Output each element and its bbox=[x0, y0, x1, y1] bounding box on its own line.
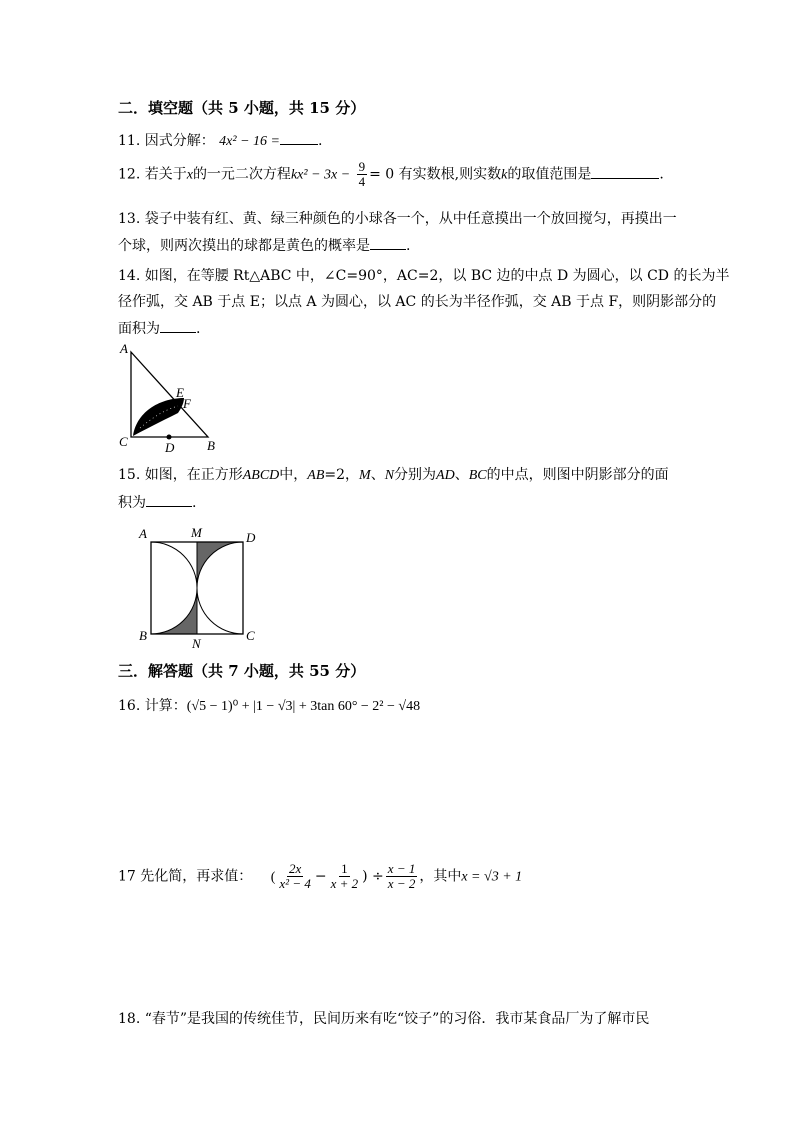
question-number: 11. bbox=[118, 133, 141, 149]
question-11 bbox=[118, 131, 322, 151]
question-15: 15. 如图，在正方形ABCD中，AB=2，M、N分别为AD、BC的中点，则图中阴影部分的面 积为 . bbox=[118, 467, 669, 511]
question-number: 16. bbox=[118, 698, 141, 714]
section-title-solve: 三．解答题（共 7 小题，共 55 分） bbox=[118, 662, 366, 680]
question-text: 的一元二次方程 bbox=[192, 166, 291, 183]
label-n: N bbox=[192, 636, 201, 650]
label-c: C bbox=[246, 628, 255, 643]
figure-square bbox=[136, 524, 266, 650]
variable-k: k bbox=[501, 167, 508, 183]
question-text: 先化简，再求值： bbox=[140, 868, 253, 885]
question-13: 13. 袋子中装有红、黄、绿三种颜色的小球各一个，从中任意摸出一个放回搅匀，再摸出一 个球，则两次摸出的球都是黄色的概率是 . bbox=[118, 211, 677, 254]
math-expression: x = √3 + 1 bbox=[461, 869, 523, 885]
question-18: 18. “春节”是我国的传统佳节，民间历来有吃“饺子”的习俗．我市某食品厂为了解市民 bbox=[118, 1011, 650, 1027]
figure-triangle bbox=[112, 340, 227, 455]
question-16 bbox=[118, 697, 420, 716]
question-text: 13. 袋子中装有红、黄、绿三种颜色的小球各一个，从中任意摸出一个放回搅匀，再摸出一 bbox=[118, 211, 677, 227]
question-17: 17 先化简，再求值： ( $\frac{2x}{\text{x² − 4}}$ − $\frac{1}{x + 2}$ ) ÷ $\frac{x - 1}{x - 2}$ ，其中x = √3 + 1 bbox=[118, 861, 523, 891]
shaded-region bbox=[133, 398, 184, 436]
answer-blank bbox=[591, 165, 659, 179]
question-text: 径作弧，交 AB 于点 E；以点 A 为圆心，以 AC 的长为半径作弧，交 AB 于点 F，则阴影部分的 bbox=[118, 294, 717, 310]
answer-blank bbox=[280, 131, 318, 145]
point-d bbox=[167, 435, 172, 440]
answer-blank bbox=[146, 493, 192, 507]
variable-x: x bbox=[186, 167, 193, 183]
question-text: 面积为 bbox=[118, 321, 160, 337]
question-text: 若关于 bbox=[144, 166, 187, 183]
fraction: $\frac{x - 1}{x - 2}$ bbox=[387, 861, 416, 891]
label-c: C bbox=[119, 434, 128, 449]
fraction: $\frac{9}{4}$ bbox=[358, 159, 366, 189]
answer-blank bbox=[160, 319, 196, 333]
label-d: D bbox=[246, 530, 256, 545]
answer-blank bbox=[370, 236, 406, 250]
math-expression: kx² − 3x − bbox=[290, 167, 351, 183]
question-number: 17 bbox=[118, 868, 136, 885]
question-text: ，其中 bbox=[419, 868, 462, 885]
label-b: B bbox=[139, 628, 147, 643]
label-a: A bbox=[139, 526, 147, 541]
label-a: A bbox=[120, 341, 128, 356]
label-b: B bbox=[207, 438, 215, 453]
section-title-fill-blank: 二．填空题（共 5 小题，共 15 分） bbox=[118, 99, 366, 117]
fraction: $\frac{2x}{\text{x² − 4}}$ bbox=[279, 861, 311, 891]
label-m: M bbox=[191, 525, 202, 540]
question-text: 积为 bbox=[118, 495, 146, 511]
question-14: 14. 如图，在等腰 Rt△ABC 中，∠C=90°，AC=2，以 BC 边的中点 D 为圆心，以 CD 的长为半 径作弧，交 AB 于点 E；以点 A 为圆心，以 AC 的长为半径作弧，交 AB 于点 F，则阴影部分的 面积为 . bbox=[118, 268, 730, 337]
label-f: F bbox=[183, 396, 191, 411]
question-text: 个球，则两次摸出的球都是黄色的概率是 bbox=[118, 238, 370, 254]
fraction: $\frac{1}{x + 2}$ bbox=[330, 861, 359, 891]
math-expression: 4x² − 16 = bbox=[219, 134, 280, 149]
math-expression: (√5 − 1)⁰ + |1 − √3| + 3tan 60° − 2² − √48 bbox=[186, 699, 421, 714]
question-number: 12. bbox=[118, 166, 141, 183]
period: . bbox=[317, 133, 323, 149]
label-d: D bbox=[165, 440, 175, 455]
question-text: = 0 有实数根,则实数 bbox=[369, 166, 502, 183]
question-text: 因式分解： bbox=[144, 133, 215, 149]
question-text: 14. 如图，在等腰 Rt△ABC 中，∠C=90°，AC=2，以 BC 边的中点 D 为圆心，以 CD 的长为半 bbox=[118, 268, 730, 284]
label-e: E bbox=[176, 385, 184, 400]
question-12: 12. 若关于x的一元二次方程kx² − 3x − $\frac{9}{4}$ = 0 有实数根,则实数k的取值范围是 . bbox=[118, 159, 664, 189]
question-text: 的取值范围是 bbox=[507, 166, 592, 183]
question-text: 计算： bbox=[144, 698, 187, 714]
